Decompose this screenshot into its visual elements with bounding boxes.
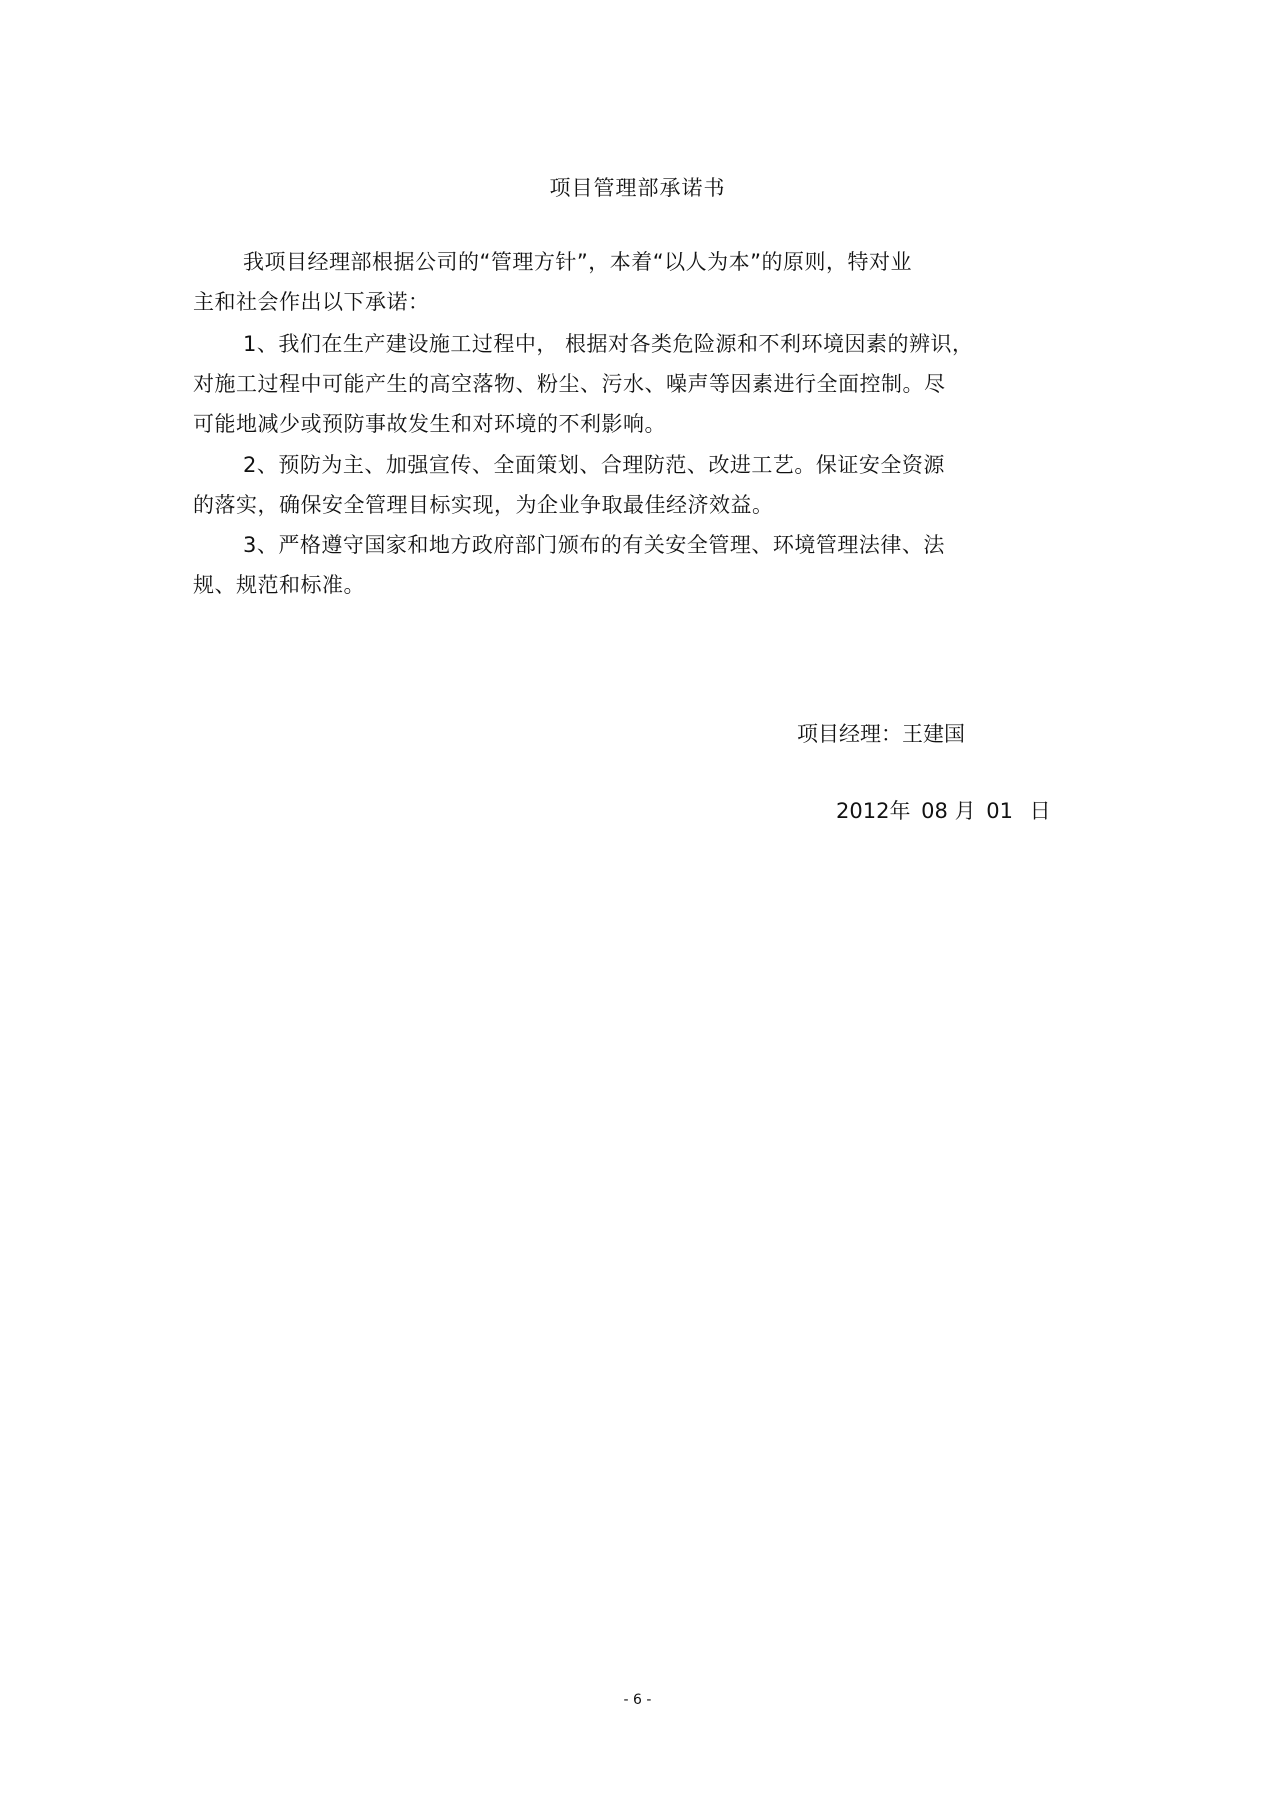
commitment-1-line-2: 对施工过程中可能产生的高空落物、粉尘、污水、噪声等因素进行全面控制。尽: [193, 372, 946, 396]
commitment-3-line-2: 规、规范和标准。: [193, 573, 365, 597]
date-month: 08: [921, 799, 948, 823]
page-number: - 6 -: [623, 1692, 652, 1708]
commitment-1-line-3: 可能地减少或预防事故发生和对环境的不利影响。: [193, 412, 666, 436]
date-month-unit: 月: [954, 799, 976, 823]
date-year-unit: 年: [889, 799, 911, 823]
commitment-2-line-1: 2、预防为主、加强宣传、全面策划、合理防范、改进工艺。保证安全资源: [243, 453, 945, 477]
commitment-3-line-1: 3、严格遵守国家和地方政府部门颁布的有关安全管理、环境管理法律、法: [243, 533, 945, 557]
paragraph-intro-line-2: 主和社会作出以下承诺：: [193, 290, 430, 314]
commitment-1-line-1: 1、我们在生产建设施工过程中， 根据对各类危险源和不利环境因素的辨识，: [243, 332, 974, 356]
date-day-unit: 日: [1029, 799, 1051, 823]
date-day: 01: [986, 799, 1013, 823]
document-title: 项目管理部承诺书: [549, 176, 726, 200]
date-year: 2012: [836, 799, 890, 823]
project-manager-signature: 项目经理：王建国: [797, 722, 965, 746]
signature-date: [836, 795, 1051, 825]
commitment-2-line-2: 的落实，确保安全管理目标实现，为企业争取最佳经济效益。: [193, 493, 774, 517]
paragraph-intro-line-1: 我项目经理部根据公司的“管理方针”，本着“以人为本”的原则，特对业: [243, 250, 913, 274]
